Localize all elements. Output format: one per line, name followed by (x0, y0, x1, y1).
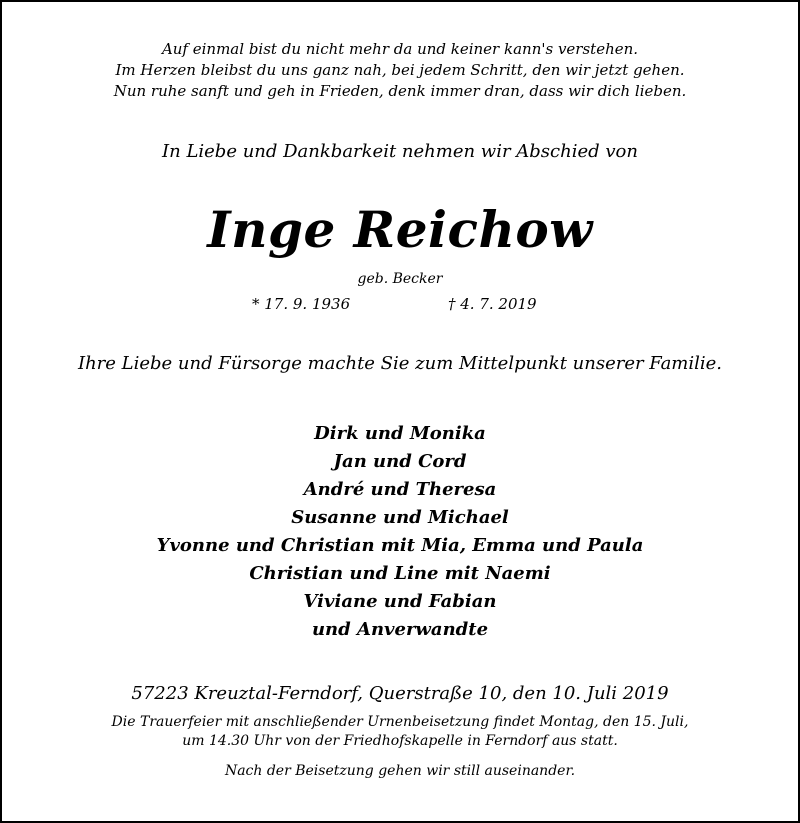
funeral-info (2, 713, 798, 751)
closing-note: Nach der Beisetzung gehen wir still auseinander. (224, 763, 576, 779)
death-date: † 4. 7. 2019 (448, 295, 537, 313)
poem-line: Auf einmal bist du nicht mehr da und keiner kann's verstehen. (161, 40, 639, 58)
mourners-list (2, 420, 798, 644)
mourner-entry: André und Theresa (303, 479, 497, 500)
mourner-entry: Yvonne und Christian mit Mia, Emma und Paula (156, 535, 644, 556)
mourner-entry: und Anverwandte (311, 619, 489, 640)
poem-line: Nun ruhe sanft und geh in Frieden, denk immer dran, dass wir dich lieben. (113, 82, 687, 100)
tribute-text: Ihre Liebe und Fürsorge machte Sie zum Mittelpunkt unserer Familie. (77, 353, 723, 374)
poem-line: Im Herzen bleibst du uns ganz nah, bei jedem Schritt, den wir jetzt gehen. (115, 61, 685, 79)
mourner-entry: Viviane und Fabian (303, 591, 497, 612)
funeral-info-line: Die Trauerfeier mit anschließender Urnenbeisetzung findet Montag, den 15. Juli, (111, 714, 689, 730)
memorial-poem (2, 39, 798, 102)
mourner-entry: Jan und Cord (333, 451, 467, 472)
mourner-entry: Dirk und Monika (314, 423, 486, 444)
mourner-entry: Susanne und Michael (291, 507, 509, 528)
deceased-name: Inge Reichow (207, 200, 593, 259)
farewell-intro: In Liebe und Dankbarkeit nehmen wir Abschied von (162, 141, 638, 162)
place-and-date: 57223 Kreuztal-Ferndorf, Querstraße 10, den 10. Juli 2019 (131, 683, 669, 704)
mourner-entry: Christian und Line mit Naemi (249, 563, 551, 584)
maiden-name: geb. Becker (357, 271, 443, 287)
birth-date: * 17. 9. 1936 (252, 295, 351, 313)
funeral-info-line: um 14.30 Uhr von der Friedhofskapelle in Ferndorf aus statt. (182, 733, 618, 749)
